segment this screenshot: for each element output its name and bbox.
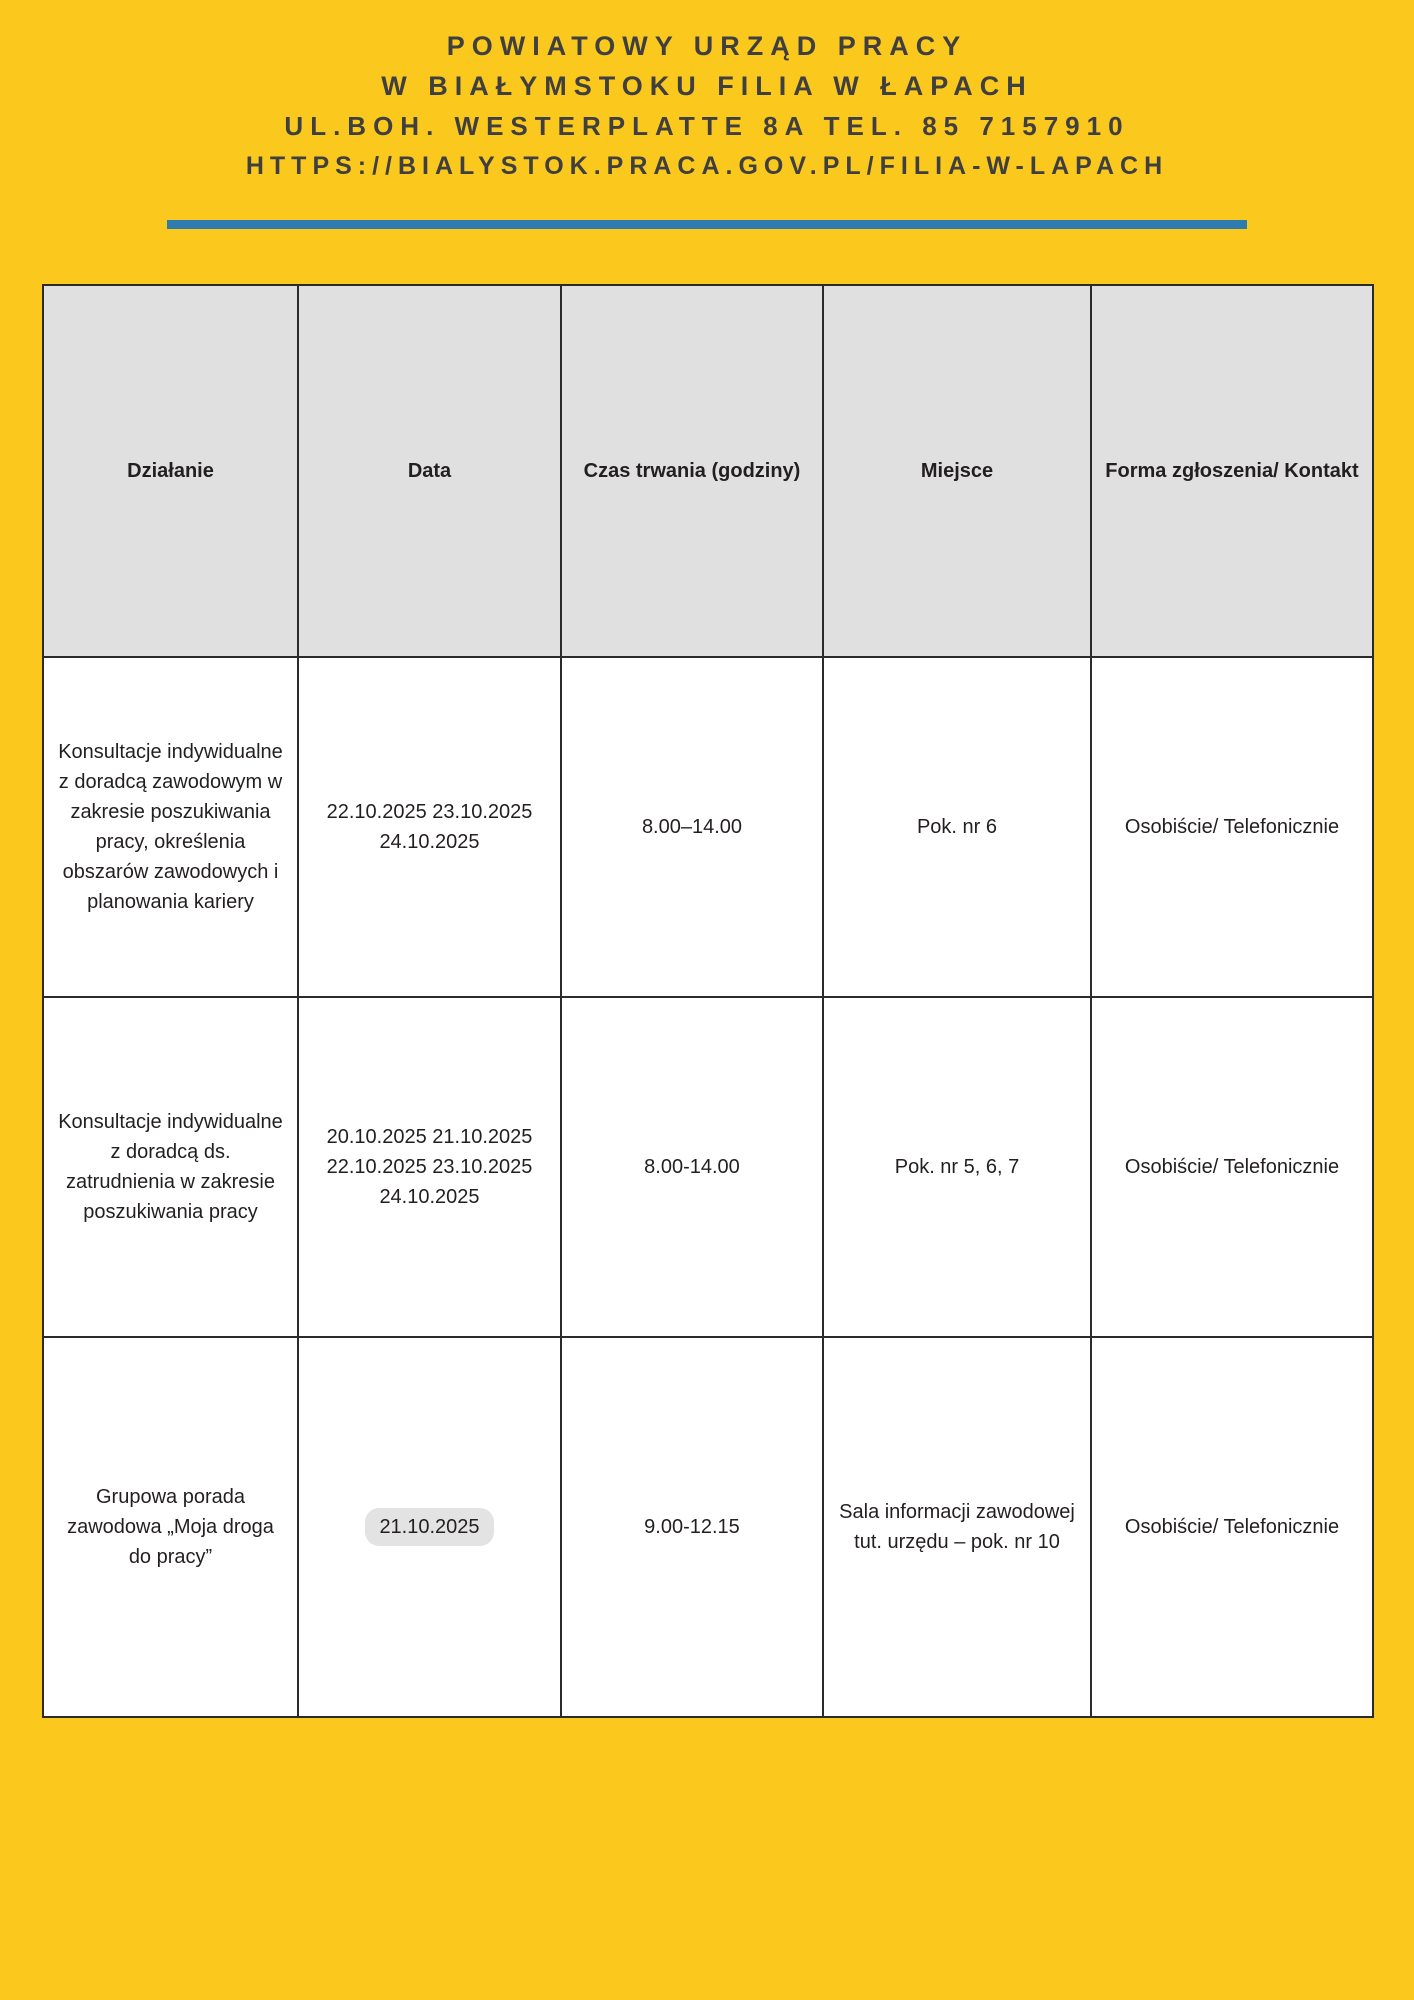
cell-forma-2-line-2: Telefonicznie [1223, 1156, 1340, 1178]
column-header-czas-line-1: Czas trwania [583, 460, 706, 482]
cell-forma-2 [1091, 997, 1373, 1337]
cell-czas-2: 8.00-14.00 [561, 997, 823, 1337]
cell-data-1 [298, 657, 561, 997]
cell-data-2 [298, 997, 561, 1337]
cell-forma-1-line-2: Telefonicznie [1223, 816, 1340, 838]
cell-miejsce-3-line-1: Sala informacji [839, 1501, 971, 1523]
cell-miejsce-2-line-2: 5, 6, 7 [963, 1156, 1020, 1178]
cell-dzialanie-3-line-3: „Moja droga do pracy” [128, 1516, 274, 1568]
cell-forma-1 [1091, 657, 1373, 997]
cell-data-3-highlighted-date: 21.10.2025 [365, 1508, 493, 1546]
header-divider [167, 220, 1247, 229]
cell-forma-2-line-1: Osobiście/ [1124, 1156, 1219, 1178]
cell-data-2-line-2: 22.10.2025 23.10.2025 [326, 1156, 533, 1178]
cell-czas-3: 9.00-12.15 [561, 1337, 823, 1717]
cell-data-2-line-1: 20.10.2025 21.10.2025 [326, 1126, 533, 1148]
column-header-forma-line-1: Forma zgłoszenia/ [1105, 460, 1279, 482]
column-header-data: Data [298, 285, 561, 657]
cell-miejsce-3-line-2: zawodowej tut. urzędu [854, 1501, 1075, 1553]
cell-data-1-line-1: 22.10.2025 23.10.2025 [326, 801, 533, 823]
column-header-forma-line-2: Kontakt [1284, 460, 1359, 482]
cell-dzialanie-2: Konsultacje indywidualne z doradcą ds. zatrudnienia w zakresie poszukiwania pracy [43, 997, 298, 1337]
cell-forma-1-line-1: Osobiście/ [1124, 816, 1219, 838]
cell-miejsce-1: Pok. nr 6 [823, 657, 1091, 997]
column-header-czas-line-2: (godziny) [711, 460, 801, 482]
schedule-table [42, 284, 1374, 1718]
schedule-table-wrap [42, 284, 1372, 1718]
cell-dzialanie-1: Konsultacje indywidualne z doradcą zawodowym w zakresie poszukiwania pracy, określenia obszarów zawodowych i planowania kariery [43, 657, 298, 997]
cell-miejsce-3-line-4: pok. nr 10 [970, 1531, 1060, 1553]
cell-dzialanie-3-line-2: zawodowa [67, 1516, 162, 1538]
cell-forma-3-line-1: Osobiście/ [1124, 1516, 1219, 1538]
office-website-line: HTTPS://BIALYSTOK.PRACA.GOV.PL/FILIA-W-LAPACH [245, 152, 1169, 180]
table-row [43, 657, 1373, 997]
table-row [43, 997, 1373, 1337]
cell-miejsce-2-line-1: Pok. nr [894, 1156, 959, 1178]
cell-dzialanie-3-line-1: Grupowa porada [96, 1486, 245, 1508]
office-address-line: UL.BOH. WESTERPLATTE 8A TEL. 85 7157910 [284, 111, 1130, 141]
cell-miejsce-3-line-3: – [954, 1531, 966, 1553]
column-header-czas-trwania [561, 285, 823, 657]
column-header-dzialanie: Działanie [43, 285, 298, 657]
table-header-row [43, 285, 1373, 657]
column-header-forma-zgloszenia [1091, 285, 1373, 657]
header-divider-wrap [0, 220, 1414, 229]
cell-forma-3-line-2: Telefonicznie [1223, 1516, 1340, 1538]
table-header-row-group [43, 285, 1373, 657]
table-body [43, 657, 1373, 1717]
office-name-line-2: W BIAŁYMSTOKU FILIA W ŁAPACH [381, 71, 1033, 101]
cell-forma-3 [1091, 1337, 1373, 1717]
cell-miejsce-2 [823, 997, 1091, 1337]
table-row [43, 1337, 1373, 1717]
cell-dzialanie-3 [43, 1337, 298, 1717]
poster-header [0, 0, 1414, 186]
column-header-miejsce: Miejsce [823, 285, 1091, 657]
office-name-line-1: POWIATOWY URZĄD PRACY [446, 31, 968, 61]
cell-czas-1: 8.00–14.00 [561, 657, 823, 997]
cell-data-2-line-3: 24.10.2025 [379, 1186, 480, 1208]
cell-data-1-line-2: 24.10.2025 [379, 831, 480, 853]
cell-data-3 [298, 1337, 561, 1717]
cell-miejsce-3 [823, 1337, 1091, 1717]
